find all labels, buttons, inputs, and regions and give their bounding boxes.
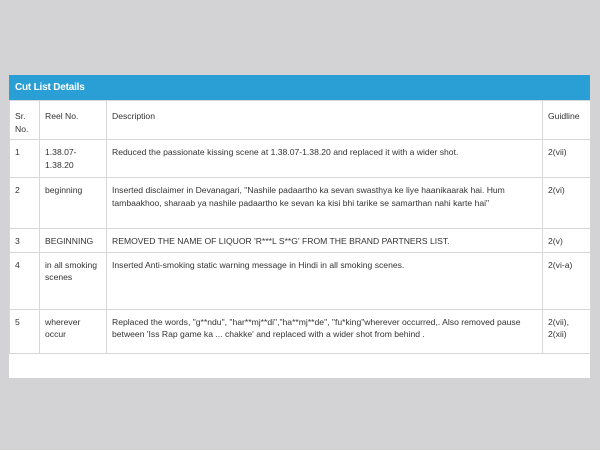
cell-guideline: 2(vii), 2(xii) [543, 309, 591, 353]
cut-list-card [9, 75, 590, 378]
cell-reel: 1.38.07- 1.38.20 [40, 140, 107, 178]
cell-guideline: 2(vi-a) [543, 252, 591, 309]
cell-sr: 4 [10, 252, 40, 309]
table-row [10, 140, 591, 178]
cell-reel: wherever occur [40, 309, 107, 353]
cell-sr: 3 [10, 229, 40, 253]
cell-description: Reduced the passionate kissing scene at 1.38.07-1.38.20 and replaced it with a wider shot. [107, 140, 543, 178]
table-row [10, 229, 591, 253]
table-row [10, 178, 591, 229]
cell-reel: BEGINNING [40, 229, 107, 253]
table-row [10, 309, 591, 353]
cut-list-title: Cut List Details [9, 75, 590, 100]
table-row [10, 252, 591, 309]
table-header-row [10, 101, 591, 140]
cell-sr: 5 [10, 309, 40, 353]
header-guideline: Guidline [543, 101, 591, 140]
cell-guideline: 2(vii) [543, 140, 591, 178]
header-description: Description [107, 101, 543, 140]
cell-description: Replaced the words, "g**ndu", "har**mj**di","ha**mj**de", "fu*king"wherever occurred,. Also removed pause between 'Iss Rap game ka ... chakke' and replaced with a wider shot from behind . [107, 309, 543, 353]
cell-description: Inserted Anti-smoking static warning message in Hindi in all smoking scenes. [107, 252, 543, 309]
cell-sr: 1 [10, 140, 40, 178]
cell-description: REMOVED THE NAME OF LIQUOR 'R***L S**G' FROM THE BRAND PARTNERS LIST. [107, 229, 543, 253]
cell-reel: in all smoking scenes [40, 252, 107, 309]
header-sr-no: Sr. No. [10, 101, 40, 140]
cell-reel: beginning [40, 178, 107, 229]
cell-guideline: 2(v) [543, 229, 591, 253]
cell-guideline: 2(vi) [543, 178, 591, 229]
cell-description: Inserted disclaimer in Devanagari, "Nashile padaartho ka sevan swasthya ke liye haanikaarak hai. Hum tambaakhoo, sharaab ya nashile padaartho ke sevan ka kisi bhi tarike se samarthan nahi karte hai" [107, 178, 543, 229]
header-reel-no: Reel No. [40, 101, 107, 140]
cell-sr: 2 [10, 178, 40, 229]
cut-list-table [9, 100, 591, 354]
